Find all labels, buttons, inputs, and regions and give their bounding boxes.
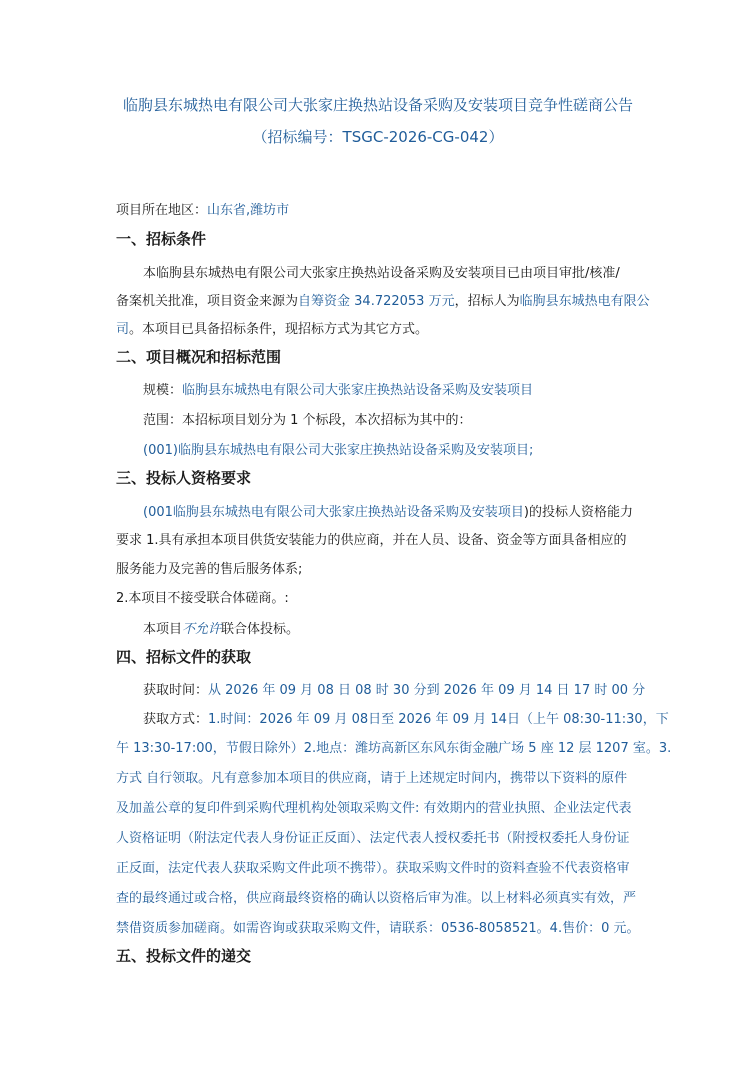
tender-number: （招标编号：TSGC-2026-CG-042） <box>252 128 504 146</box>
s4-time <box>143 679 645 698</box>
s3-line-2: 要求 1.具有承担本项目供货安装能力的供应商，并在人员、设备、资金等方面具备相应的 <box>116 533 627 548</box>
s4-method-1 <box>143 708 669 727</box>
s3-line-3: 服务能力及完善的售后服务体系; <box>116 562 303 577</box>
s4-method-7: 查的最终通过或合格，供应商最终资格的确认以资格后审为准。以上材料必须真实有效，严 <box>116 891 637 906</box>
section-4-heading: 四、招标文件的获取 <box>116 648 252 666</box>
s2-lot: (001)临朐县东城热电有限公司大张家庄换热站设备采购及安装项目; <box>143 443 534 458</box>
s1-line-3 <box>116 318 428 337</box>
time-value: 从 2026 年 09 月 08 日 08 时 30 分到 2026 年 09 月 14 日 17 时 00 分 <box>208 683 646 698</box>
notice-title: 临朐县东城热电有限公司大张家庄换热站设备采购及安装项目竞争性磋商公告 <box>122 96 633 114</box>
s1-text: 。本项目已具备招标条件，现招标方式为其它方式。 <box>129 322 429 337</box>
s3-line-1 <box>143 501 633 520</box>
s3-line-4: 2.本项目不接受联合体磋商。: <box>116 591 289 606</box>
section-3-heading: 三、投标人资格要求 <box>116 469 252 487</box>
tenderer-name-end: 司 <box>116 322 130 337</box>
s1-line-1: 本临朐县东城热电有限公司大张家庄换热站设备采购及安装项目已由项目审批/核准/ <box>143 266 620 281</box>
s3-text: )的投标人资格能力 <box>523 505 633 520</box>
section-5-heading: 五、投标文件的递交 <box>116 947 252 965</box>
fund-source: 自筹资金 34.722053 万元 <box>298 294 455 309</box>
s4-method-3: 方式 自行领取。凡有意参加本项目的供应商，请于上述规定时间内，携带以下资料的原件 <box>116 771 628 786</box>
scale-value: 临朐县东城热电有限公司大张家庄换热站设备采购及安装项目 <box>182 383 534 398</box>
s3-text: 联合体投标。 <box>221 622 300 637</box>
s1-text: 备案机关批准，项目资金来源为 <box>116 294 299 309</box>
s4-method-5: 人资格证明（附法定代表人身份证正反面）、法定代表人授权委托书（附授权委托人身份证 <box>116 831 630 846</box>
s2-scale <box>143 379 533 398</box>
scale-label: 规模： <box>143 383 183 398</box>
time-label: 获取时间： <box>143 683 209 698</box>
section-2-heading: 二、项目概况和招标范围 <box>116 348 282 366</box>
consortium-flag: 不允许 <box>182 622 222 637</box>
section-1-heading: 一、招标条件 <box>116 230 207 248</box>
s4-method-6: 正反面，法定代表人获取采购文件此项不携带）。获取采购文件时的资料查验不代表资格审 <box>116 861 630 876</box>
s3-text: 本项目 <box>143 622 183 637</box>
region-value: 山东省,潍坊市 <box>207 203 290 218</box>
region-label: 项目所在地区： <box>116 203 208 218</box>
s3-line-5 <box>143 618 299 637</box>
method-value: 1.时间：2026 年 09 月 08日至 2026 年 09 月 14日（上午 08:30-11:30，下 <box>208 712 669 727</box>
s4-method-4: 及加盖公章的复印件到采购代理机构处领取采购文件: 有效期内的营业执照、企业法定代表 <box>116 801 632 816</box>
method-label: 获取方式： <box>143 712 209 727</box>
s4-method-8: 禁借资质参加磋商。如需咨询或获取采购文件，请联系：0536-8058521。4.售价：0 元。 <box>116 921 640 936</box>
s1-line-2 <box>116 290 650 309</box>
tenderer-name: 临朐县东城热电有限公 <box>519 294 650 309</box>
s1-text: ，招标人为 <box>454 294 520 309</box>
s2-range: 范围：本招标项目划分为 1 个标段，本次招标为其中的： <box>143 413 472 428</box>
lot-name: (001临朐县东城热电有限公司大张家庄换热站设备采购及安装项目 <box>143 505 524 520</box>
s4-method-2: 午 13:30-17:00，节假日除外）2.地点：潍坊高新区东风东街金融广场 5 座 12 层 1207 室。3. <box>116 741 672 756</box>
project-region <box>116 199 289 218</box>
